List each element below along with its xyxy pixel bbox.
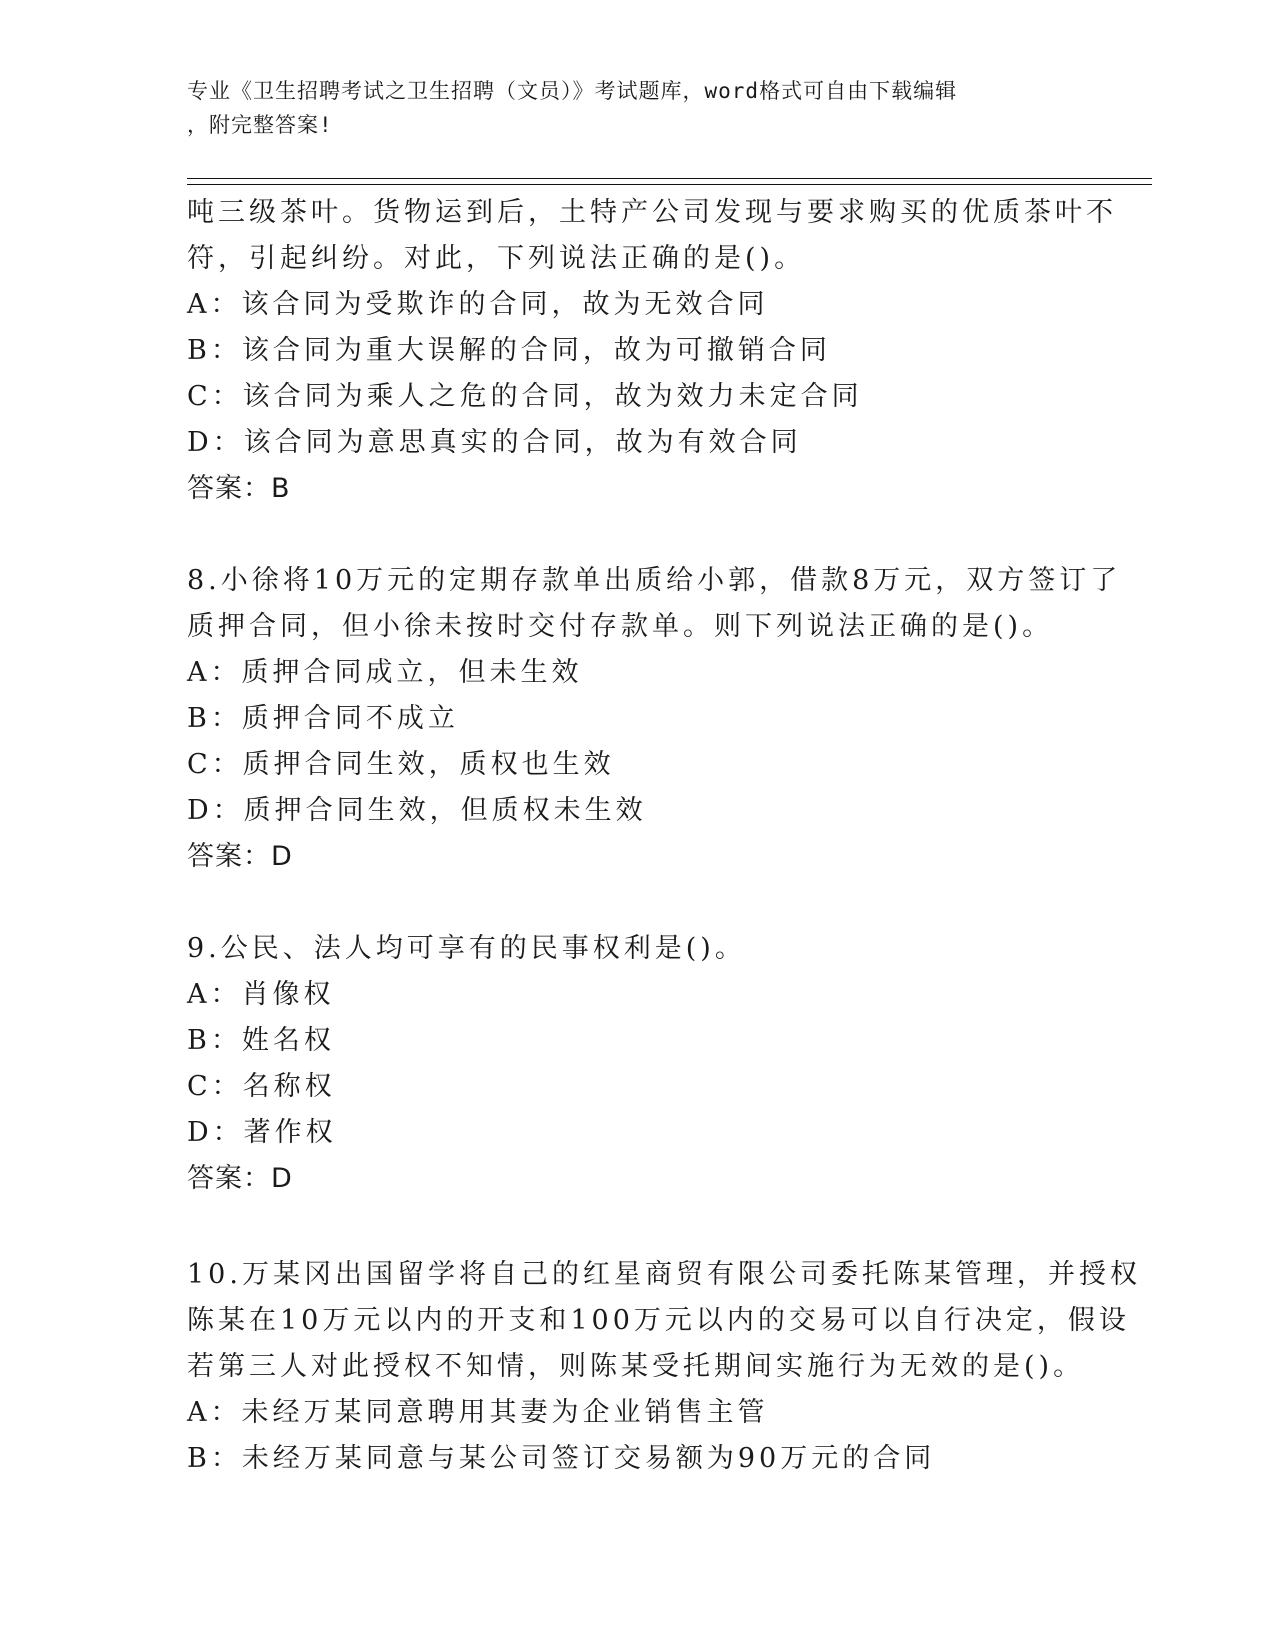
- option-c: C：质押合同生效，质权也生效: [187, 749, 615, 780]
- question-stem-line: 9.公民、法人均可享有的民事权利是()。: [187, 933, 746, 964]
- question-8: [187, 558, 1122, 880]
- question-stem-line: 符，引起纠纷。对此，下列说法正确的是()。: [187, 243, 806, 274]
- answer-line: 答案：B: [187, 473, 291, 504]
- question-stem-line: 10.万某冈出国留学将自己的红星商贸有限公司委托陈某管理，并授权: [187, 1259, 1141, 1290]
- answer-line: 答案：D: [187, 1163, 293, 1194]
- question-stem-line: 质押合同，但小徐未按时交付存款单。则下列说法正确的是()。: [187, 611, 1054, 642]
- option-d: D：质押合同生效，但质权未生效: [187, 795, 647, 826]
- option-a: A：该合同为受欺诈的合同，故为无效合同: [187, 289, 769, 320]
- option-d: D：著作权: [187, 1117, 337, 1148]
- question-stem-line: 8.小徐将10万元的定期存款单出质给小郭，借款8万元，双方签订了: [187, 565, 1122, 596]
- header-line-1: 专业《卫生招聘考试之卫生招聘（文员）》考试题库，word格式可自由下载编辑: [187, 79, 958, 103]
- option-b: B：姓名权: [187, 1025, 335, 1056]
- option-b: B：该合同为重大误解的合同，故为可撤销合同: [187, 335, 831, 366]
- question-stem-line: 陈某在10万元以内的开支和100万元以内的交易可以自行决定，假设: [187, 1305, 1130, 1336]
- question-10: [187, 1252, 1141, 1482]
- question-stem-line: 吨三级茶叶。货物运到后，土特产公司发现与要求购买的优质茶叶不: [187, 197, 1117, 228]
- option-d: D：该合同为意思真实的合同，故为有效合同: [187, 427, 802, 458]
- option-b: B：质押合同不成立: [187, 703, 459, 734]
- header-rule-bottom: [187, 184, 1152, 185]
- question-9: [187, 926, 1087, 1202]
- option-a: A：肖像权: [187, 979, 335, 1010]
- option-c: C：该合同为乘人之危的合同，故为效力未定合同: [187, 381, 863, 412]
- question-stem-line: 若第三人对此授权不知情，则陈某受托期间实施行为无效的是()。: [187, 1351, 1085, 1382]
- question-7: [187, 190, 1117, 512]
- header-line-2: ，附完整答案!: [187, 113, 333, 137]
- document-header: [187, 74, 1067, 142]
- answer-line: 答案：D: [187, 841, 293, 872]
- option-a: A：未经万某同意聘用其妻为企业销售主管: [187, 1397, 769, 1428]
- option-b: B：未经万某同意与某公司签订交易额为90万元的合同: [187, 1443, 936, 1474]
- question-spacer: [187, 512, 1087, 558]
- question-spacer: [187, 880, 1087, 926]
- option-a: A：质押合同成立，但未生效: [187, 657, 583, 688]
- option-c: C：名称权: [187, 1071, 336, 1102]
- question-content: [187, 190, 1141, 1482]
- question-spacer: [187, 1202, 1087, 1252]
- header-rule-top: [187, 178, 1152, 179]
